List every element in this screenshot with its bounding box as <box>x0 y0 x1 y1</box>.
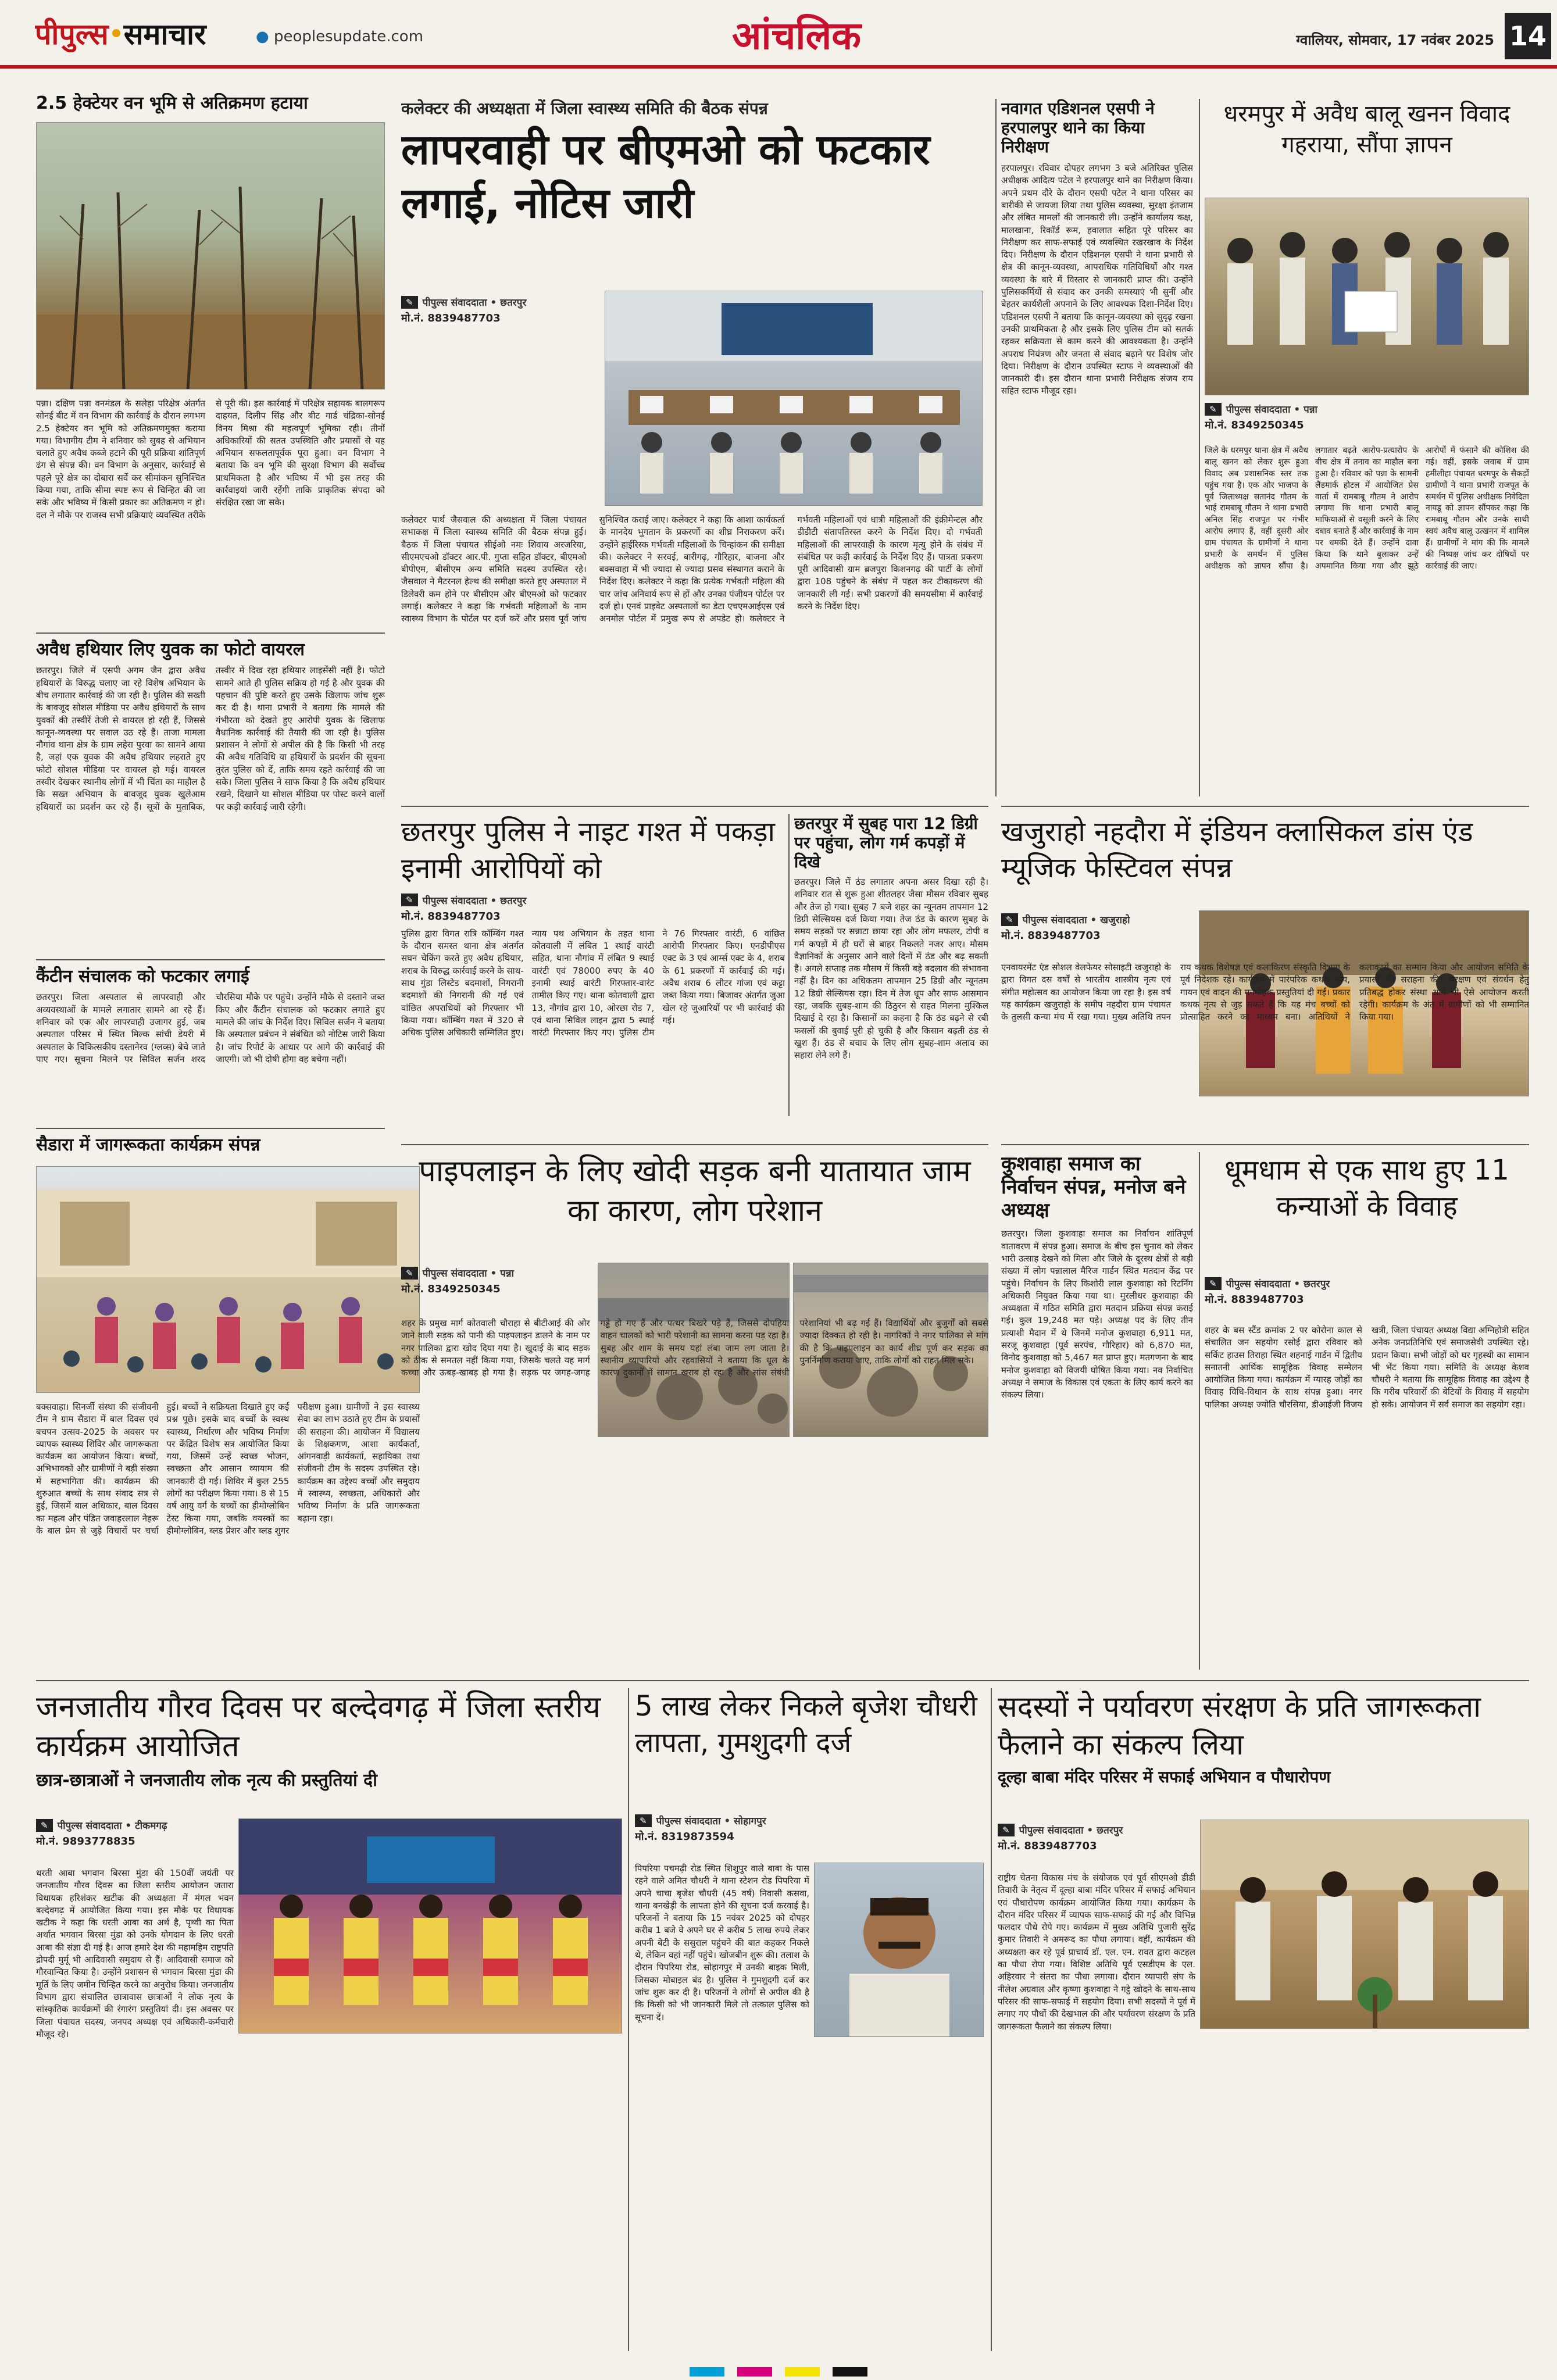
divider <box>788 814 790 1116</box>
article-body: राष्ट्रीय चेतना विकास मंच के संयोजक एवं पूर्व सीएमओ डीडी तिवारी के नेतृत्व में दूल्हा बाबा मंदिर परिसर में सफाई अभियान एवं पौधारोपण कार्यक्रम आयोजित किया गया। कार्यक्रम के दौरान मंदिर परिसर में व्यापक साफ-सफाई की गई और विभिन्न फलदार पौधे रोपे गए। कार्यक्रम में मुख्य अतिथि पुजारी सुरेंद्र कुमार तिवारी ने अमरूद का पौधा लगाया। वहीं, कार्यक्रम की अध्यक्षता कर रहे पूर्व प्राचार्य डॉ. एल. एन. रावत द्वारा कटहल का पौधा रोपा गया। विशिष्ट अतिथि पूर्व एसडीएम के एल. अहिरवार ने संतरा का पौधा लगाया। दौरान व्यापारी संघ के नीलेश अग्रवाल और कृष्णा कुशवाहा ने गट्ठे खोदने के साथ-साथ परिसर की साफ-सफाई में सहयोग दिया। सभी सदस्यों ने पूर्व में लगाए गए पौधों की देखभाल की और पर्यावरण संरक्षण के प्रति जागरूकता फैलाने का संकल्प लिया। <box>998 1872 1195 2032</box>
reporter-icon: ✎ <box>1001 913 1018 926</box>
plantation-art <box>1201 1820 1529 2029</box>
article-body: छतरपुर। जिला कुशवाहा समाज का निर्वाचन शांतिपूर्ण वातावरण में संपन्न हुआ। समाज के बीच इस चुनाव को लेकर भारी उत्साह देखने को मिला और जिले के दूरस्थ क्षेत्रों से बड़ी संख्या में लोग पन्नालाल मैरिज गार्डन स्थित मतदान केंद्र पर पहुंचे। निर्वाचन के लिए किशोरी लाल कुशवाहा को रिटर्निंग अधिकारी नियुक्त किया गया था। मुरलीधर कुशवाहा की अध्यक्षता में गठित समिति द्वारा मतदान प्रक्रिया संपन्न कराई गई। कुल 19,248 मत पड़े। अध्यक्ष पद के लिए तीन प्रत्याशी मैदान में थे जिनमें मनोज कुशवाहा 6,911 मत, सरजू कुशवाहा (पूर्व सरपंच, गौरिहार) को 6,870 मत, विनोद कुशवाहा को 5,467 मत प्राप्त हुए। मतगणना के बाद मनोज कुशवाहा को विजयी घोषित किया गया। नव निर्वाचित अध्यक्ष ने समाज के विकास एवं एकता के लिए कार्य करने का संकल्प लिया। <box>1001 1228 1193 1400</box>
mobile-number: मो.नं. 8349250345 <box>401 1283 501 1295</box>
memorandum-photo <box>1205 198 1529 395</box>
mobile-number: मो.नं. 8839487703 <box>401 910 501 923</box>
article-mass-wedding <box>1205 1152 1529 1257</box>
article-body: पुलिस द्वारा विगत रात्रि कॉम्बिंग गश्त के दौरान समस्त थाना क्षेत्र अंतर्गत सघन चेकिंग करते हुए अवैध हथियार, शराब के विरुद्ध कार्रवाई करने के साथ-साथ गुंडा लिस्टेड बदमाशों, निगरानी बदमाशों की निगरानी की गई एवं वांछित अपराधियों को गिरफ्तार भी किया गया। कॉम्बिंग गश्त में 320 से अधिक पुलिस अधिकारी सम्मिलित हुए। न्याय पथ अभियान के तहत थाना कोतवाली में लंबित 1 स्थाई वारंटी सहित, थाना नौगांव में लंबित 9 स्थाई वारंटी एवं 78000 रुपए के 40 इनामी स्थाई वारंटी गिरफ्तार-वारंट तामील किए गए। थाना कोतवाली द्वारा 13, नौगांव द्वारा 10, ओरछा रोड 7, एवं थाना सिविल लाइन द्वारा 5 स्थाई वारंटी गिरफ्तार किए गए। पुलिस टीम ने 76 गिरफ्तार वारंटी, 6 वांछित आरोपी गिरफ्तार किए। एनडीपीएस एक्ट के 3 एवं आर्म्स एक्ट के 4, शराब के 61 प्रकरणों में कार्रवाई की गई। अवैध शराब 6 लीटर गांजा एवं कट्टा जब्त किया गया। बिजावर अंतर्गत जुआ खेल रहे जुआरियों पर भी कार्रवाई की गई। <box>401 928 785 1038</box>
headline: धरमपुर में अवैध बालू खनन विवाद गहराया, सौंपा ज्ञापन <box>1223 101 1510 158</box>
headline: अवैध हथियार लिए युवक का फोटो वायरल <box>36 639 305 660</box>
mobile-number: मो.नं. 8839487703 <box>401 312 501 324</box>
divider <box>1001 806 1529 807</box>
byline: ✎ पीपुल्स संवाददाता • छतरपुर <box>401 894 785 907</box>
article-body: धरती आबा भगवान बिरसा मुंडा की 150वीं जयंती पर जनजातीय गौरव दिवस का जिला स्तरीय आयोजन जतारा विधायक हरिशंकर खटीक की अध्यक्षता में मंगल भवन बल्देवगढ़ में आयोजित किया गया। इस मौके पर विधायक खटीक ने कहा कि धरती आबा का अर्थ है, पृथ्वी का पिता अर्थात भगवान बिरसा मुंडा को उनके योगदान के लिए धरती आबा की संज्ञा दी गई है। आज हमारे देश की महामहिम राष्ट्रपति द्रोपदी मुर्मू भी आदिवासी समुदाय से हैं। आदिवासी समाज को गौरवान्वित किया है। उन्होंने प्रशासन से भगवान बिरसा मुंडा की मूर्ति के लिए जमीन चिन्हित करने का अनुरोध किया। जनजातीय विभाग द्वारा संचालित छात्रावास छात्राओं ने लोक नृत्य के सांस्कृतिक कार्यक्रमों की रंगारंग प्रस्तुतियां दी। इस अवसर पर जिला पंचायत सदस्य, जनपद अध्यक्ष एवं अधिकारी-कर्मचारी मौजूद रहे। <box>36 1868 234 2039</box>
article-body: पिपरिया पचमढ़ी रोड स्थित शिशुपुर वाले बाबा के पास रहने वाले अमित चौधरी ने थाना स्टेशन रोड पिपरिया में अपने चाचा बृजेश चौधरी (45 वर्ष) निवासी कसवा, थाना बनखेड़ी के लापता होने की सूचना दर्ज करवाई है। परिजनों ने बताया कि 15 नवंबर 2025 को दोपहर करीब 1 बजे वे अपने घर से करीब 5 लाख रुपये लेकर अपनी बेटी के ससुराल पहुंचने की बात कहकर निकले थे, लेकिन वहां नहीं पहुंचे। खोजबीन शुरू की। तलाश के दौरान पिपरिया रोड, सोहागपुर में उनकी बाइक मिली, जिसका मोबाइल बंद है। पुलिस ने गुमशुदगी दर्ज कर जांच शुरू कर दी है। परिजनों ने लोगों से अपील की है कि किसी को भी जानकारी मिले तो तत्काल पुलिस को सूचना दें। <box>635 1863 809 2022</box>
section-title: आंचलिक <box>732 13 861 58</box>
reporter-icon: ✎ <box>401 894 418 906</box>
tribal-dance-photo <box>238 1818 622 2034</box>
divider <box>991 1688 992 2351</box>
divider <box>36 1128 385 1129</box>
group-art <box>1205 198 1529 395</box>
headline: छतरपुर पुलिस ने नाइट गश्त में पकड़ा इनामी आरोपियों को <box>401 816 775 885</box>
byline-box <box>401 295 599 353</box>
byline: ✎ पीपुल्स संवाददाता • टीकमगढ़ <box>36 1818 234 1832</box>
website[interactable]: ● peoplesupdate.com <box>256 28 424 45</box>
byline: ✎ पीपुल्स संवाददाता • खजुराहो <box>1001 913 1193 926</box>
divider <box>401 1144 988 1145</box>
article-missing-person <box>635 1688 984 1810</box>
reporter-icon: ✎ <box>36 1819 53 1832</box>
article-cold-weather <box>794 814 988 1139</box>
article-body-continued <box>238 2040 622 2349</box>
reporter-icon: ✎ <box>401 296 418 309</box>
divider <box>1199 99 1200 796</box>
byline: ✎ पीपुल्स संवाददाता • सोहागपुर <box>635 1814 984 1827</box>
divider <box>1199 1152 1200 1670</box>
byline-box <box>1205 402 1529 443</box>
mobile-number: मो.नं. 9893778835 <box>36 1835 135 1847</box>
article-body: छतरपुर। जिला अस्पताल से लापरवाही और अव्यवस्थाओं के मामले लगातार सामने आ रहे हैं। शनिवार को एक और लापरवाही उजागर हुई, जब अस्पताल परिसर में स्थित मिल्क सांची डेयरी में अस्पताल के चिकित्सकीय दस्तानेरव (ग्लव्स) बेचे जाते पाए गए। सूचना मिलने पर सिविल सर्जन शरद चौरसिया मौके पर पहुंचे। उन्होंने मौके से दस्ताने जब्त किए और कैंटीन संचालक को फटकार लगाते हुए मामले की जांच के निर्देश दिए। सिविल सर्जन ने बताया कि अस्पताल प्रबंधन ने संबंधित को नोटिस जारी किया है। जांच रिपोर्ट के आधार पर आगे की कार्रवाई की जाएगी। जो भी दोषी होगा वह बचेगा नहीं। <box>36 992 385 1064</box>
awareness-program-photo <box>36 1166 420 1393</box>
article-body: छतरपुर। जिले में ठंड लगातार अपना असर दिखा रही है। शनिवार रात से शुरू हुआ शीतलहर जैसा मौसम रविवार सुबह और तेज हो गया। सुबह 7 बजे शहर का न्यूनतम तापमान 12 डिग्री सेल्सियस दर्ज किया गया। तेज ठंड के कारण सुबह के समय सड़कों पर सन्नाटा छाया रहा और लोग मफलर, टोपी व गर्म कपड़ों में ही घरों से बाहर निकलते नजर आए। मौसम वैज्ञानिकों के अनुसार आने वाले दिनों में ठंड और बढ़ सकती है। अगले सप्ताह तक मौसम में किसी बड़े बदलाव की संभावना नहीं है। दिन का अधिकतम तापमान 25 डिग्री और न्यूनतम 12 डिग्री सेल्सियस रहा। दिन में तेज धूप और साफ आसमान रहा, जबकि सुबह-शाम की ठिठुरन से राहत मिलना मुश्किल दिखाई दे रहा है। किसानों का कहना है कि ठंड बढ़ने से रबी फसलों की बुवाई पूरी हो चुकी है और किसान बढ़ती ठंड से खुश हैं। ठंड से बचाव के लिए लोग सुबह-शाम अलाव का सहारा लेने लगे हैं। <box>794 877 988 1061</box>
article-tribal-pride-day <box>36 1688 617 1810</box>
globe-icon: ● <box>256 28 269 45</box>
forest-photo-art <box>37 123 385 389</box>
missing-person-photo <box>814 1863 984 2037</box>
plantation-photo <box>1200 1820 1529 2029</box>
reporter-icon: ✎ <box>1205 403 1222 416</box>
article-body: शहर के बस स्टैंड क्रमांक 2 पर कोरोना काल से संचालित जन सहयोग रसोई द्वारा रविवार को सर्किट हाउस तिराहा स्थित शहनाई गार्डन में द्वितीय सनातनी आर्थिक सामूहिक विवाह सम्मेलन आयोजित किया गया। कार्यक्रम में ग्यारह जोड़ों का विवाह विधि-विधान के साथ संपन्न हुआ। नगर पालिका अध्यक्ष ज्योति चौरसिया, डीआईजी विजय खत्री, जिला पंचायत अध्यक्ष विद्या अग्निहोत्री सहित अनेक जनप्रतिनिधि एवं समाजसेवी उपस्थित रहे। प्रदान किया। सभी जोड़ों को घर गृहस्थी का सामान भी भेंट किया गया। समिति के अध्यक्ष केशव चौधरी ने बताया कि सामूहिक विवाह का उद्देश्य है कि गरीब परिवारों की बेटियों के विवाह में सहयोग हो सके। आयोजन में सर्व समाज का सहयोग रहा। <box>1205 1325 1529 1410</box>
headline: खजुराहो नहदौरा में इंडियन क्लासिकल डांस एंड म्यूजिक फेस्टिवल संपन्न <box>1001 816 1473 885</box>
headline: कैंटीन संचालक को फटकार लगाई <box>36 966 249 987</box>
forest-photo <box>36 122 385 389</box>
article-body: हरपालपुर। रविवार दोपहर लगभग 3 बजे अतिरिक्त पुलिस अधीक्षक आदित्य पटेल ने हरपालपुर थाने का निरीक्षण किया। अपने प्रथम दौरे के दौरान एसपी पटेल ने थाना परिसर का बारीकी से जायजा लिया तथा पुलिस व्यवस्था, सुरक्षा इंतजाम और लंबित मामलों की जानकारी ली। उन्होंने कार्यालय कक्ष, मालखाना, रिकॉर्ड रूम, हवालात सहित पूरे परिसर का निरीक्षण कर साफ-सफाई एवं व्यवस्थित रखरखाव के निर्देश दिए। निरीक्षण के दौरान एडिशनल एसपी ने थाना प्रभारी से क्षेत्र की कानून-व्यवस्था, आपराधिक गतिविधियों और गश्त व्यवस्था के बारे में विस्तार से जानकारी प्राप्त की। उन्होंने पुलिसकर्मियों से संवाद कर उनकी समस्याएं भी सुनीं और बेहतर कार्यशैली अपनाने के लिए आवश्यक दिशा-निर्देश दिए। एडिशनल एसपी ने बताया कि कानून-व्यवस्था को सुदृढ़ रखना उनकी प्राथमिकता है और इसके लिए पुलिस टीम को सतर्क रहकर सक्रियता से काम करने की आवश्यकता है। उन्होंने अपराध नियंत्रण और जनता से संवाद बढ़ाने पर विशेष जोर दिया। निरीक्षण के दौरान उपस्थित स्टाफ ने व्यवस्थाओं की जानकारी दी। इस दौरान थाना प्रभारी निरीक्षक संजय राय सहित स्टाफ मौजूद रहा। <box>1001 163 1193 396</box>
mobile-number: मो.नं. 8349250345 <box>1205 419 1304 431</box>
byline: ✎ पीपुल्स संवाददाता • पन्ना <box>401 1266 593 1280</box>
headline: कुशवाहा समाज का निर्वाचन संपन्न, मनोज बने अध्यक्ष <box>1001 1152 1186 1223</box>
byline-box <box>401 1266 593 1313</box>
byline-box <box>998 1823 1195 1870</box>
mobile-number: मो.नं. 8319873594 <box>635 1831 734 1843</box>
headline: जनजातीय गौरव दिवस पर बल्देवगढ़ में जिला स्तरीय कार्यक्रम आयोजित <box>36 1690 601 1764</box>
brand-right: समाचार <box>123 17 206 51</box>
byline-box <box>635 1814 984 1860</box>
article-body: एनवायरमेंट एंड सोशल वेलफेयर सोसाइटी खजुराहो के द्वारा विगत दस वर्षों से भारतीय शास्त्रीय नृत्य एवं संगीत महोत्सव का आयोजन किया जा रहा है। इस वर्ष यह कार्यक्रम खजुराहो के समीप नहदौरा ग्राम पंचायत के तुलसी कन्या मंच में रखा गया। मुख्य अतिथि तपन राय कथक विशेषज्ञ एवं कलाकिरण संस्कृति विभाग के पूर्व निदेशक रहे। कार्यक्रम में पारंपरिक कथक नृत्य, गायन एवं वादन की मनमोहक प्रस्तुतियां दी गईं। प्रकार कथक नृत्य से जुड़ सकते हैं कि यह मंच बच्चों को प्रोत्साहित करने का माध्यम बना। अतिथियों ने कलाकारों का सम्मान किया और आयोजन समिति के प्रयासों की सराहना की। संरक्षण एवं संवर्धन हेतु प्रतिबद्ध होकर संस्था आगे भी ऐसे आयोजन करती रहेगी। कार्यक्रम के अंत में ग्रामीणों को भी सम्मानित किया गया। <box>1001 962 1529 1023</box>
mobile-number: मो.नं. 8839487703 <box>1001 930 1101 942</box>
reporter-icon: ✎ <box>635 1814 652 1827</box>
page-number: 14 <box>1505 13 1551 59</box>
byline-box <box>1001 913 1193 959</box>
article-addl-sp-inspection <box>1001 99 1193 802</box>
masthead <box>0 0 1557 69</box>
article-dharampur-sand <box>1205 99 1529 186</box>
article-environment-pledge <box>998 1688 1529 1816</box>
crowd-art <box>37 1167 420 1393</box>
article-canteen <box>36 966 385 1122</box>
byline-box <box>1205 1277 1356 1323</box>
headline: नवागत एडिशनल एसपी ने हरपालपुर थाने का किया निरीक्षण <box>1001 99 1155 157</box>
divider <box>36 1680 1529 1681</box>
byline: ✎ पीपुल्स संवाददाता • छतरपुर <box>1205 1277 1356 1290</box>
portrait-art <box>815 1863 984 2037</box>
subhead: छात्र-छात्राओं ने जनजातीय लोक नृत्य की प्रस्तुतियां दी <box>36 1770 377 1791</box>
brand-logo <box>35 13 267 53</box>
dance-art <box>239 1819 622 2034</box>
headline: सैडारा में जागरूकता कार्यक्रम संपन्न <box>36 1135 260 1155</box>
article-body: कलेक्टर पार्थ जैसवाल की अध्यक्षता में जिला पंचायत सभाकक्ष में जिला स्वास्थ्य समिति की बैठक संपन्न हुई। बैठक में जिला पंचायत सीईओ नमः शिवाय अरजरिया, सीएमएचओ डॉक्टर आर.पी. गुप्ता सहित डॉक्टर, बीएमओ बीपीएम, बीसीएम अन्य समिति सदस्य उपस्थित रहे। जैसवाल ने मैटरनल हेल्थ की समीक्षा करते हुए अस्पताल में डिलेवरी कम होने पर बीसीएम और बीएमओ को फटकार लगाई। कलेक्टर ने कहा कि गर्भवती महिलाओं के नाम स्वास्थ्य विभाग के पोर्टल पर दर्ज करें और प्रसव पूर्व जांच सुनिश्चित कराई जाए। कलेक्टर ने कहा कि आशा कार्यकर्ता के मानदेय भुगतान के प्रकरणों का शीघ्र निराकरण करें। उन्होंने हाईरिस्क गर्भवती महिलाओं के चिन्हांकन की समीक्षा की। कलेक्टर ने सरवई, बारीगढ़, गौरिहार, बाजना और बक्सवाहा में भी ज्यादा से ज्यादा प्रसव संस्थागत कराने के निर्देश दिए। कलेक्टर ने कहा कि प्रत्येक गर्भवती महिला की चार जांच अनिवार्य रूप से हों और उनका पंजीयन पोर्टल पर दर्ज हो। एनवं प्राइवेट अस्पतालों का डेटा एचएमआईएस एवं अनमोल पोर्टल में प्रमुख रूप से अपडेट हो। कलेक्टर ने गर्भवती महिलाओं एवं धात्री महिलाओं की इंक्रीमेन्टल और डीडीटी संतापतिरस्त करने के निर्देश दिए। दो गर्भवती महिलाओं की लापरवाही के कारण मृत्यु होने के संबंध में संबंधित पर कड़ी कार्रवाई के निर्देश दिए हैं। पात्रता प्रकरण पूरी आदिवासी ग्राम ब्रजपुरा किशनगढ़ की पार्टी के लोगों द्वारा 108 पहुंचने के संबंध में पहल कर टीकाकरण की जानकारी ली गई। सभी प्रकरणों की समयसीमा में कार्रवाई करने के निर्देश दिए। <box>401 514 983 624</box>
reporter-icon: ✎ <box>998 1824 1015 1836</box>
divider <box>995 99 997 796</box>
headline: छतरपुर में सुबह पारा 12 डिग्री पर पहुंचा, लोग गर्म कपड़ों में दिखे <box>794 814 978 872</box>
article-bmo-notice <box>401 99 988 227</box>
kicker: कलेक्टर की अध्यक्षता में जिला स्वास्थ्य समिति की बैठक संपन्न <box>401 99 768 118</box>
brand-dot-icon <box>112 29 120 37</box>
brand-left: पीपुल्स <box>35 17 109 51</box>
headline: पाइपलाइन के लिए खोदी सड़क बनी यातायात जाम का कारण, लोग परेशान <box>419 1154 971 1228</box>
article-pipeline-road <box>401 1152 988 1257</box>
divider <box>628 1688 629 2351</box>
reporter-icon: ✎ <box>401 1267 418 1280</box>
headline: लापरवाही पर बीएमओ को फटकार लगाई, नोटिस जारी <box>401 125 930 227</box>
mobile-number: मो.नं. 8839487703 <box>998 1840 1097 1852</box>
byline: ✎ पीपुल्स संवाददाता • पन्ना <box>1205 402 1529 416</box>
article-body: बक्सवाहा। सिनर्जी संस्था की संजीवनी टीम ने ग्राम सैडारा में बाल दिवस एवं बचपन उत्सव-2025 के अवसर पर व्यापक स्वास्थ्य शिविर और जागरूकता कार्यक्रम का आयोजन किया। बच्चों, अभिभावकों और ग्रामीणों ने बड़ी संख्या में सहभागिता की। कार्यक्रम की शुरुआत बच्चों के साथ संवाद सत्र से हुई, जिसमें बाल अधिकार, बाल दिवस का महत्व और पंडित जवाहरलाल नेहरू के बाल प्रेम से जुड़े विचारों पर चर्चा हुई। बच्चों ने सक्रियता दिखाते हुए कई प्रश्न पूछे। इसके बाद बच्चों के स्वस्थ स्वास्थ्य, निर्धारण और भविष्य निर्माण पर केंद्रित विशेष सत्र आयोजित किया गया, जिसमें उन्हें स्वच्छ भोजन, स्वच्छता और आसान व्यायाम की जानकारी दी गई। शिविर में कुल 255 लोगों का परीक्षण किया गया। 8 से 15 वर्ष आयु वर्ग के बच्चों का हीमोग्लोबिन टेस्ट किया गया, जबकि वयस्कों का हीमोग्लोबिन, ब्लड प्रेशर और ब्लड शुगर परीक्षण हुआ। ग्रामीणों ने इस स्वास्थ्य सेवा का लाभ उठाते हुए टीम के प्रयासों की सराहना की। आयोजन में विद्यालय के शिक्षकगण, आशा कार्यकर्ता, आंगनवाड़ी कार्यकर्ता, सहायिका तथा संजीवनी टीम के सदस्य उपस्थित रहे। कार्यक्रम का उद्देश्य बच्चों और समुदाय में स्वास्थ्य, स्वच्छता, अधिकारों और भविष्य निर्माण के प्रति जागरूकता बढ़ाना रहा। <box>36 1402 420 1536</box>
byline: ✎ पीपुल्स संवाददाता • छतरपुर <box>998 1823 1195 1836</box>
divider <box>36 959 385 960</box>
article-body: पन्ना। दक्षिण पन्ना वनमंडल के सलेहा परिक्षेत्र अंतर्गत सोनई बीट में वन विभाग की कार्रवाई के दौरान लगभग 2.5 हेक्टेयर वन भूमि को अतिक्रमणमुक्त कराया गया। विभागीय टीम ने शनिवार को सुबह से अभियान चलाते हुए अवैध कब्जे हटाने की पूरी प्रक्रिया शांतिपूर्ण ढंग से संपन्न की। वन विभाग के अनुसार, कार्रवाई से पहले पूरे क्षेत्र का दोबारा सर्वे कर सीमांकन सुनिश्चित किया गया, ताकि सीमा स्पष्ट रूप से चिन्हित की जा सके और भविष्य में किसी प्रकार का अतिक्रमण न हो। दल ने मौके पर राजस्व सभी प्रक्रियाएं व्यवस्थित तरीके से पूरी की। इस कार्रवाई में परिक्षेत्र सहायक बालगरूप दाहयत, दिलीप सिंह और बीट गार्ड चंद्रिका-सोनई विनय मिश्रा की महत्वपूर्ण भूमिका रही। तीनों अधिकारियों की सतत उपस्थिति और प्रयासों से यह अभियान सफलतापूर्वक पूरा हुआ। वन विभाग ने बताया कि वन भूमि की सुरक्षा विभाग की सर्वोच्च प्राथमिकता है और भविष्य में भी इस तरह की कार्रवाइयां जारी रहेंगी ताकि प्राकृतिक संपदा को संरक्षित रखा जा सके। <box>36 398 385 520</box>
article-body: छतरपुर। जिले में एसपी अगम जैन द्वारा अवैध हथियारों के विरुद्ध चलाए जा रहे विशेष अभियान के बीच लगातार कार्रवाई की जा रही है। पुलिस की सख्ती के बावजूद सोशल मीडिया पर अवैध हथियारों के साथ युवकों की तस्वीरें तेजी से वायरल हो रही हैं, जिससे कानून-व्यवस्था पर सवाल उठ रहे हैं। ताजा मामला नौगांव थाना क्षेत्र के ग्राम लहेरा पुरवा का सामने आया है, जहां एक युवक की अवैध हथियार लहराते हुए फोटो सोशल मीडिया पर वायरल हो गई। वायरल तस्वीर देखकर स्थानीय लोगों में भी चिंता का माहौल है कि सख्त अभियान के बावजूद युवक खुलेआम हथियारों का प्रदर्शन कर रहे हैं। सूत्रों के मुताबिक, तस्वीर में दिख रहा हथियार लाइसेंसी नहीं है। फोटो सामने आते ही पुलिस सक्रिय हो गई है और युवक की पहचान की पुष्टि करते हुए उसके खिलाफ जांच शुरू कर दी है। थाना प्रभारी ने बताया कि मामले की गंभीरता को देखते हुए आरोपी युवक के खिलाफ वैधानिक कार्रवाई की तैयारी की जा रही है। पुलिस प्रशासन ने लोगों से अपील की है कि किसी भी तरह की अवैध गतिविधि या हथियारों के प्रदर्शन की सूचना तुरंत पुलिस को दें, ताकि समय रहते कार्रवाई की जा सके। जिला पुलिस ने साफ किया है कि अवैध हथियार रखने, दिखाने या सोशल मीडिया पर पोस्ट करने वालों पर कड़ी कार्रवाई जारी रहेगी। <box>36 665 385 812</box>
subhead: दूल्हा बाबा मंदिर परिसर में सफाई अभियान व पौधारोपण <box>998 1767 1331 1786</box>
article-saidara-awareness <box>36 1135 420 1170</box>
reg-magenta-icon <box>737 2367 772 2377</box>
reg-black-icon <box>833 2367 867 2377</box>
reg-cyan-icon <box>690 2367 724 2377</box>
article-police-night-patrol <box>401 814 785 1163</box>
mobile-number: मो.नं. 8839487703 <box>1205 1293 1304 1306</box>
headline: 5 लाख लेकर निकले बृजेश चौधरी लापता, गुमशुदगी दर्ज <box>635 1690 977 1760</box>
divider <box>401 806 988 807</box>
reporter-icon: ✎ <box>1205 1277 1222 1290</box>
divider <box>1001 1144 1529 1145</box>
headline: सदस्यों ने पर्यावरण संरक्षण के प्रति जागरूकता फैलाने का संकल्प लिया <box>998 1690 1481 1761</box>
article-body: शहर के प्रमुख मार्ग कोतवाली चौराहा से बीटीआई की ओर जाने वाली सड़क को पानी की पाइपलाइन डालने के नाम पर नगर पालिका द्वारा खोद दिया गया है। खुदाई के बाद सड़क को ठीक से समतल नहीं किया गया, जिसके चलते यह मार्ग कच्चा और ऊबड़-खाबड़ हो गया है। सड़क पर जगह-जगह गड्ढे हो गए हैं और पत्थर बिखरे पड़े हैं, जिससे दोपहिया वाहन चालकों को भारी परेशानी का सामना करना पड़ रहा है। सुबह और शाम के समय यहां लंबा जाम लग जाता है। स्थानीय व्यापारियों और रहवासियों ने बताया कि धूल के कारण दुकानों में सामान खराब हो रहा है और सांस संबंधी परेशानियां भी बढ़ गई हैं। विद्यार्थियों और बुजुर्गों को सबसे ज्यादा दिक्कत हो रही है। नागरिकों ने नगर पालिका से मांग की है कि पाइपलाइन का कार्य शीघ्र पूर्ण कर सड़क का पुनर्निर्माण कराया जाए, ताकि लोगों को राहत मिल सके। <box>401 1318 988 1378</box>
headline: 2.5 हेक्टेयर वन भूमि से अतिक्रमण हटाया <box>36 93 308 113</box>
article-khajuraho-festival <box>1001 814 1529 907</box>
byline-box <box>36 1818 234 1865</box>
article-body: जिले के धरमपुर थाना क्षेत्र में अवैध बालू खनन को लेकर शुरू हुआ विवाद अब प्रशासनिक स्तर तक पहुंच गया है। एक ओर भाजपा के पूर्व जिलाध्यक्ष सतानंद गौतम के भाई रामबाबू गौतम ने थाना प्रभारी अनिल सिंह राजपूत पर गंभीर आरोप लगाए हैं, वहीं दूसरी ओर ग्राम पंचायत के ग्रामीणों ने थाना प्रभारी के समर्थन में पुलिस अधीक्षक को ज्ञापन सौंपा है। लगातार बढ़ते आरोप-प्रत्यारोप के बीच क्षेत्र में तनाव का माहौल बना हुआ है। रविवार को पन्ना के सामनी लैंडमार्क होटल में आयोजित प्रेस वार्ता में रामबाबू गौतम ने आरोप लगाया कि थाना प्रभारी बालू माफियाओं से वसूली करने के लिए दबाव बनाते हैं और कार्रवाई के नाम पर धमकी देते हैं। उन्होंने दावा किया कि थाने बुलाकर उन्हें अपमानित किया गया और झूठे आरोपों में फंसाने की कोशिश की गई। वहीं, इसके जवाब में ग्राम हमीलीहा पंचायत धरमपुर के सैकड़ों ग्रामीणों ने थाना प्रभारी राजपूत के समर्थन में पुलिस अधीक्षक निवेदिता नायडू को ज्ञापन सौंपकर कहा कि रामबाबू गौतम और उनके साथी स्वयं अवैध बालू उत्खनन में शामिल हैं। ग्रामीणों ने मांग की कि मामले की निष्पक्ष जांच कर दोषियों पर कार्रवाई की जाए। <box>1205 446 1529 571</box>
divider <box>36 632 385 634</box>
article-weapon-photo-viral <box>36 639 385 953</box>
reg-yellow-icon <box>785 2367 820 2377</box>
dateline: ग्वालियर, सोमवार, 17 नवंबर 2025 <box>1296 32 1494 48</box>
article-kushwaha-election <box>1001 1152 1193 1675</box>
registration-bar <box>0 2364 1557 2380</box>
headline: धूमधाम से एक साथ हुए 11 कन्याओं के विवाह <box>1224 1154 1509 1223</box>
byline: ✎ पीपुल्स संवाददाता • छतरपुर <box>401 295 599 309</box>
